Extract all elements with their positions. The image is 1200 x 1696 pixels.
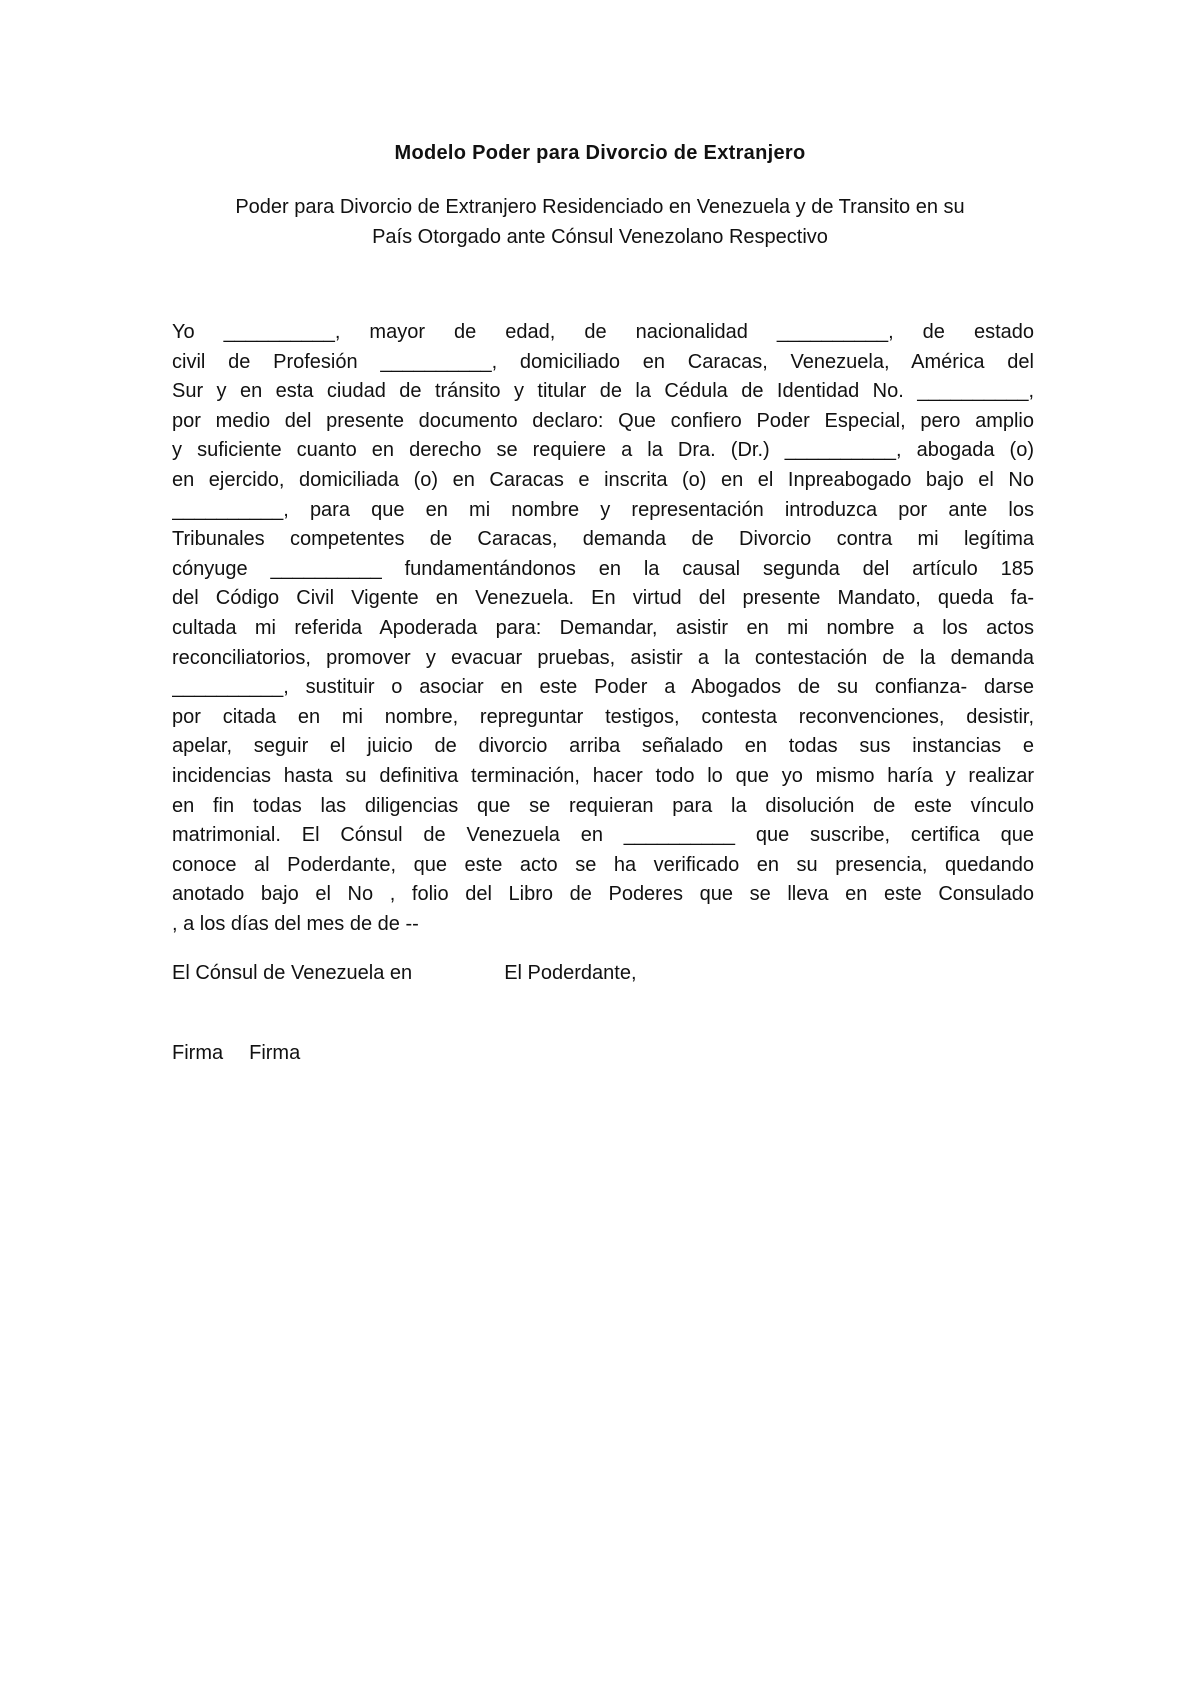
body-line: , a los días del mes de de -- — [172, 912, 419, 935]
firma-labels — [172, 1038, 300, 1068]
body-line: apelar, seguir el juicio de divorcio arriba señalado en todas sus instancias e — [172, 735, 1034, 758]
body-line: del Código Civil Vigente en Venezuela. En virtud del presente Mandato, queda fa- — [172, 587, 1034, 610]
poderdante-signature-label: El Poderdante, — [504, 962, 637, 984]
body-line: conoce al Poderdante, que este acto se ha verificado en su presencia, quedando — [172, 853, 1034, 876]
body-line: por citada en mi nombre, repreguntar testigos, contesta reconvenciones, desistir, — [172, 705, 1034, 728]
body-line: reconciliatorios, promover y evacuar pruebas, asistir a la contestación de la demanda — [172, 646, 1034, 669]
body-line: cónyuge __________ fundamentándonos en la causal segunda del artículo 185 — [172, 557, 1034, 580]
body-line: cultada mi referida Apoderada para: Demandar, asistir en mi nombre a los actos — [172, 616, 1034, 639]
document-body — [172, 318, 1034, 939]
document-title: Modelo Poder para Divorcio de Extranjero — [394, 142, 806, 164]
body-line: en ejercido, domiciliada (o) en Caracas e inscrita (o) en el Inpreabogado bajo el No — [172, 468, 1034, 491]
body-line: y suficiente cuanto en derecho se requiere a la Dra. (Dr.) __________, abogada (o) — [172, 439, 1034, 462]
body-line: civil de Profesión __________, domiciliado en Caracas, Venezuela, América del — [172, 350, 1034, 373]
firma-left-label: Firma — [172, 1042, 224, 1064]
body-line: Tribunales competentes de Caracas, demanda de Divorcio contra mi legítima — [172, 528, 1034, 551]
body-line: anotado bajo el No , folio del Libro de Poderes que se lleva en este Consulado — [172, 883, 1034, 906]
body-line: __________, sustituir o asociar en este Poder a Abogados de su confianza- darse — [172, 676, 1034, 699]
body-line: incidencias hasta su definitiva terminación, hacer todo lo que yo mismo haría y realizar — [172, 764, 1034, 787]
document-subtitle — [180, 192, 1020, 252]
firma-right-label: Firma — [249, 1042, 301, 1064]
consul-signature-label: El Cónsul de Venezuela en — [172, 962, 413, 984]
body-line: __________, para que en mi nombre y representación introduzca por ante los — [172, 498, 1034, 521]
body-line: matrimonial. El Cónsul de Venezuela en __________ que suscribe, certifica que — [172, 824, 1034, 847]
body-line: Yo __________, mayor de edad, de nacionalidad __________, de estado — [172, 321, 1034, 343]
subtitle-line-1: Poder para Divorcio de Extranjero Residenciado en Venezuela y de Transito en su — [235, 196, 965, 218]
subtitle-line-2: País Otorgado ante Cónsul Venezolano Respectivo — [372, 226, 828, 248]
body-line: por medio del presente documento declaro: Que confiero Poder Especial, pero amplio — [172, 409, 1034, 432]
body-line: Sur y en esta ciudad de tránsito y titular de la Cédula de Identidad No. __________, — [172, 380, 1034, 403]
body-line: en fin todas las diligencias que se requieran para la disolución de este vínculo — [172, 794, 1034, 817]
signature-labels — [172, 958, 637, 988]
